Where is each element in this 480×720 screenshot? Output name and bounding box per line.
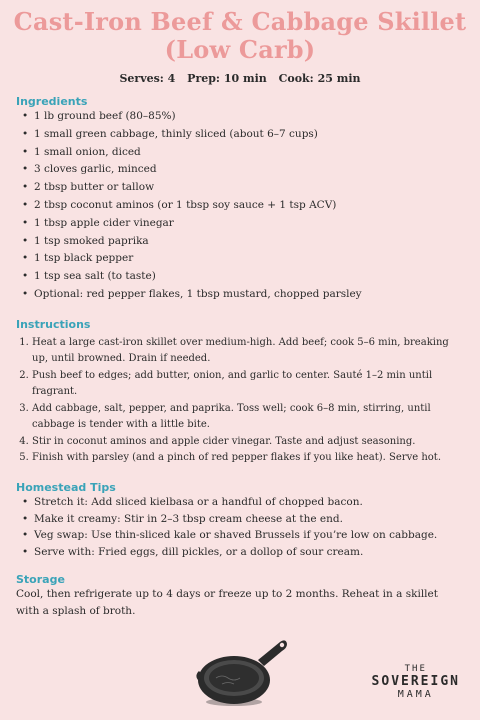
brand-line2: SOVEREIGN (371, 674, 460, 689)
ingredient-item: • 3 cloves garlic, minced (22, 161, 480, 179)
serves-text: Serves: 4 (119, 72, 176, 85)
ingredient-item: • 1 small onion, diced (22, 144, 480, 162)
recipe-meta (0, 72, 480, 85)
ingredient-item: • 2 tbsp butter or tallow (22, 179, 480, 197)
recipe-title (0, 0, 480, 64)
tip-item: • Make it creamy: Stir in 2–3 tbsp cream cheese at the end. (22, 511, 464, 528)
instruction-step: 3. Add cabbage, salt, pepper, and paprika. Toss well; cook 6–8 min, stirring, until cabbage is tender with a little bite. (32, 401, 464, 434)
ingredient-item: • 1 tsp black pepper (22, 250, 480, 268)
tip-item: • Stretch it: Add sliced kielbasa or a handful of chopped bacon. (22, 494, 464, 511)
tips-heading: Homestead Tips (16, 480, 116, 494)
ingredient-item: • 1 small green cabbage, thinly sliced (about 6–7 cups) (22, 126, 480, 144)
ingredients-list (0, 108, 480, 304)
ingredient-item: • 2 tbsp coconut aminos (or 1 tbsp soy sauce + 1 tsp ACV) (22, 197, 480, 215)
prep-time-text: Prep: 10 min (187, 72, 267, 85)
brand-line3: MAMA (397, 689, 434, 700)
ingredients-heading: Ingredients (16, 95, 88, 108)
storage-heading: Storage (16, 572, 65, 586)
instruction-step: 1. Heat a large cast-iron skillet over medium-high. Add beef; cook 5–6 min, breaking up, until browned. Drain if needed. (32, 335, 464, 368)
ingredient-item: • 1 lb ground beef (80–85%) (22, 108, 480, 126)
cook-time-text: Cook: 25 min (278, 72, 361, 85)
instructions-heading: Instructions (16, 317, 91, 331)
storage-text: Cool, then refrigerate up to 4 days or freeze up to 2 months. Reheat in a skillet with a splash of broth. (16, 587, 438, 617)
ingredient-item: • 1 tbsp apple cider vinegar (22, 215, 480, 233)
ingredient-item: • 1 tsp sea salt (to taste) (22, 268, 480, 286)
instruction-step: 5. Finish with parsley (and a pinch of red pepper flakes if you like heat). Serve hot. (32, 450, 464, 467)
instruction-step: 4. Stir in coconut aminos and apple cider vinegar. Taste and adjust seasoning. (32, 434, 464, 451)
ingredient-item: • 1 tsp smoked paprika (22, 233, 480, 251)
brand-logo (372, 664, 460, 700)
tips-list (0, 494, 480, 561)
tip-item: • Serve with: Fried eggs, dill pickles, or a dollop of sour cream. (22, 544, 464, 561)
brand-line1: THE (404, 664, 427, 674)
tip-item: • Veg swap: Use thin-sliced kale or shaved Brussels if you’re low on cabbage. (22, 527, 464, 544)
ingredient-item: • Optional: red pepper flakes, 1 tbsp mustard, chopped parsley (22, 286, 480, 304)
recipe-title-line2: (Low Carb) (164, 35, 316, 64)
skillet-icon (196, 638, 288, 710)
instructions-list (0, 335, 480, 467)
instruction-step: 2. Push beef to edges; add butter, onion, and garlic to center. Sauté 1–2 min until fragrant. (32, 368, 464, 401)
ingredients-section (0, 108, 480, 304)
recipe-title-line1: Cast-Iron Beef & Cabbage Skillet (13, 7, 467, 36)
